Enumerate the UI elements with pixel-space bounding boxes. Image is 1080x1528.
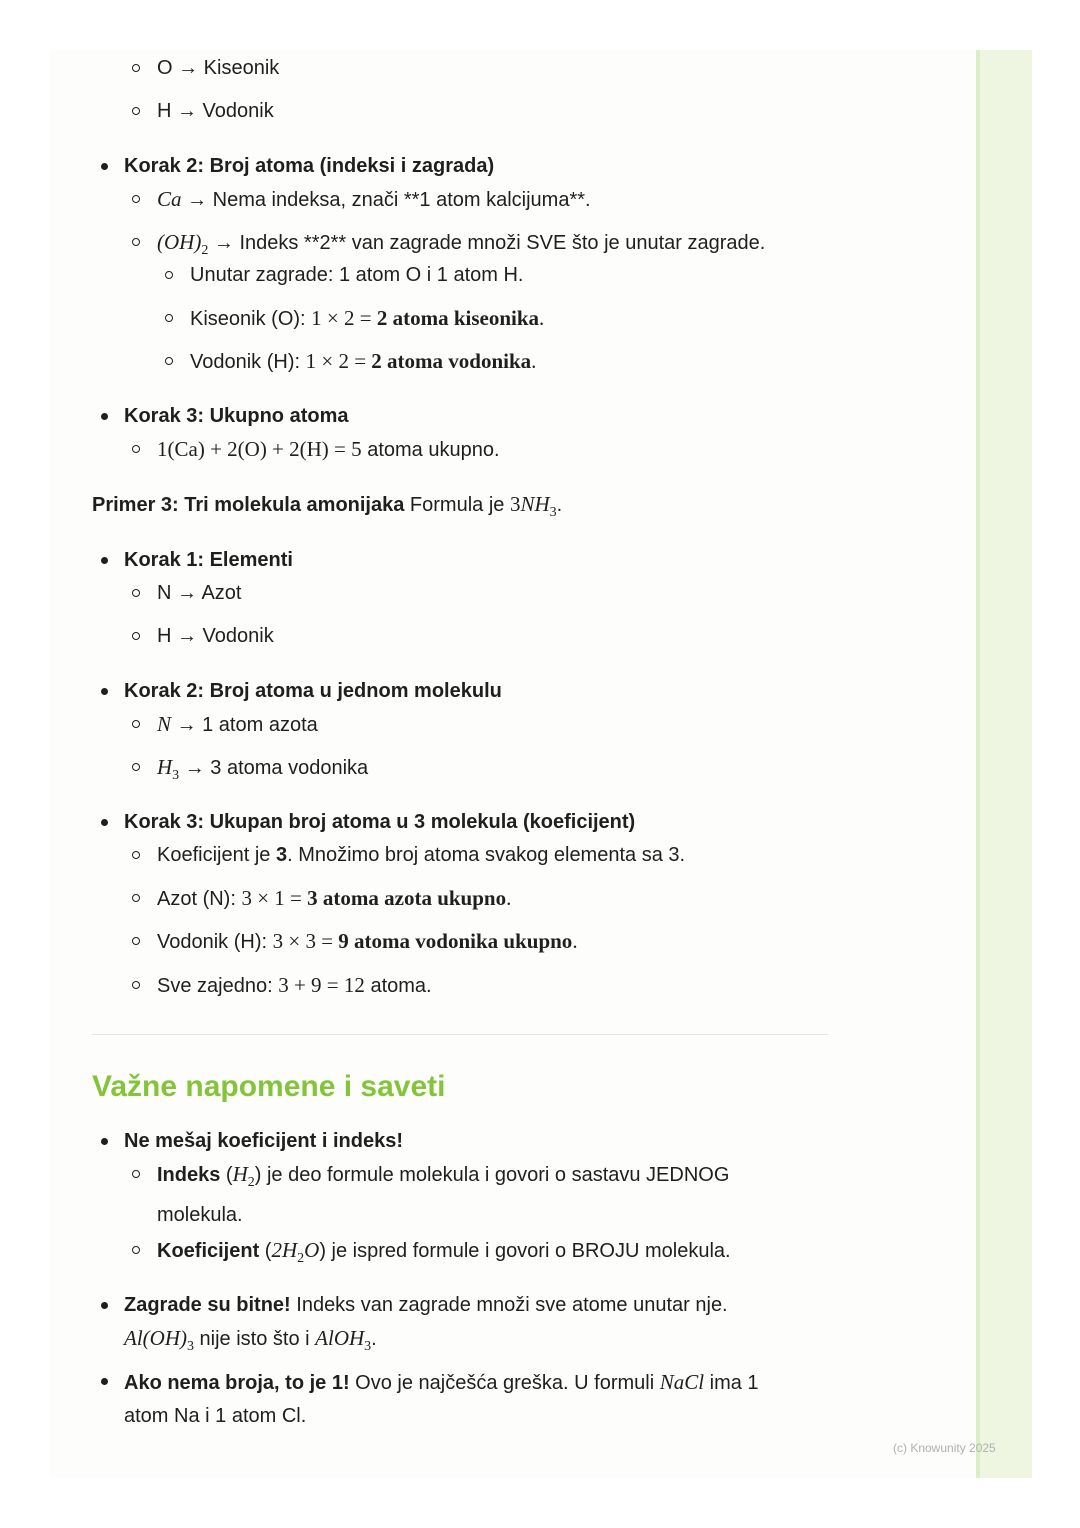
h3-formula: H [157, 755, 173, 779]
paren-open: ( [259, 1240, 272, 1262]
korak3-title: Korak 3: Ukupno atoma [124, 405, 349, 427]
ca-formula: Ca [157, 187, 182, 211]
indeks-formula: H [232, 1162, 248, 1186]
koef-text: je ispred formule i govori o BROJU molekula. [325, 1240, 731, 1262]
bullet-circle [132, 1170, 140, 1178]
oh-subscript: 2 [201, 243, 209, 258]
bullet-circle [132, 64, 140, 72]
element-oxygen: O → Kiseonik [157, 57, 280, 79]
tip2-title: Zagrade su bitne! [124, 1294, 291, 1316]
tip3-text: Ovo je najčešća greška. U formuli [349, 1372, 660, 1394]
bullet-dot [101, 819, 108, 826]
al1-formula: Al(OH) [124, 1326, 187, 1350]
copyright-footer: (c) Knowunity 2025 [893, 1441, 996, 1455]
bullet-dot [101, 1378, 108, 1385]
bullet-dot [101, 557, 108, 564]
oh-formula: (OH) [157, 230, 202, 254]
sve-expression: 3 + 9 = 12 [278, 973, 365, 997]
bullet-circle [165, 271, 173, 279]
primer3-formula-label: Formula je [404, 494, 510, 516]
h3-text: → 3 atoma vodonika [179, 757, 369, 779]
bullet-circle [132, 851, 140, 859]
kiseonik-line [190, 304, 544, 333]
sidebar-strip [976, 50, 1032, 1478]
al1-subscript: 3 [186, 1339, 194, 1354]
bullet-dot [101, 1302, 108, 1309]
bullet-circle [132, 589, 140, 597]
ukupno-expression: 1(Ca) + 2(O) + 2(H) = 5 [157, 437, 362, 461]
bullet-circle [132, 238, 140, 246]
bullet-dot [101, 413, 108, 420]
kiseonik-result: 2 atoma kiseonika [376, 306, 540, 330]
bullet-circle [132, 445, 140, 453]
vodonik-expression: 3 × 3 = [272, 929, 339, 953]
formula-subscript: 3 [549, 505, 557, 520]
indeks-subscript: 2 [247, 1175, 255, 1190]
tip2-text: Indeks van zagrade množi sve atome unutar nje. [290, 1294, 728, 1316]
tip3-end: ima 1 atom Na i 1 atom Cl. [124, 1372, 759, 1427]
sve-label: Sve zajedno: [157, 975, 279, 997]
al-middle-text: nije isto što i [193, 1328, 316, 1350]
azot-label: Azot (N): [157, 888, 242, 910]
koef-subscript: 2 [297, 1251, 305, 1266]
kiseonik-label: Kiseonik (O): [190, 308, 312, 330]
period: . [556, 494, 563, 516]
paren-close: ) [319, 1240, 326, 1262]
formula-coefficient: 3 [509, 492, 521, 516]
p3-korak3-title: Korak 3: Ukupan broj atoma u 3 molekula (koeficijent) [124, 811, 636, 833]
koef-value: 3 [275, 844, 288, 866]
element-hydrogen: H → Vodonik [157, 625, 274, 647]
h3-subscript: 3 [172, 768, 180, 783]
period: . [539, 306, 545, 330]
vodonik-expression: 1 × 2 = [305, 349, 372, 373]
ukupno-line [157, 435, 500, 464]
tip2-line1 [124, 1291, 728, 1319]
bullet-circle [165, 357, 173, 365]
bullet-circle [165, 314, 173, 322]
bullet-dot [101, 1138, 108, 1145]
koef-suffix: . Množimo broj atoma svakog elementa sa 3. [287, 844, 686, 866]
koef-prefix: Koeficijent je [157, 844, 276, 866]
ca-line [157, 185, 591, 214]
bullet-circle [132, 107, 140, 115]
oh-text: → Indeks **2** van zagrade množi SVE što je unutar zagrade. [208, 232, 766, 254]
n-line [157, 710, 318, 739]
koef-formula-end: O [304, 1238, 320, 1262]
element-hydrogen: H → Vodonik [157, 100, 274, 122]
vodonik-line [190, 347, 536, 376]
bullet-circle [132, 1246, 140, 1254]
bullet-circle [132, 937, 140, 945]
bullet-circle [132, 632, 140, 640]
bullet-circle [132, 763, 140, 771]
section-heading: Važne napomene i saveti [92, 1070, 446, 1103]
unutar-line: Unutar zagrade: 1 atom O i 1 atom H. [190, 264, 524, 286]
primer3-heading [92, 490, 562, 527]
period: . [572, 929, 578, 953]
sve-text: atoma. [364, 975, 432, 997]
bullet-dot [101, 163, 108, 170]
tip2-line2 [124, 1324, 377, 1361]
section-divider [92, 1034, 828, 1035]
n-text: → 1 atom azota [171, 714, 318, 736]
p3-korak1-title: Korak 1: Elementi [124, 549, 293, 571]
sve-line [157, 971, 432, 1000]
ukupno-text: atoma ukupno. [361, 439, 500, 461]
n-formula: N [157, 712, 172, 736]
tip1-title: Ne mešaj koeficijent i indeks! [124, 1130, 403, 1152]
element-nitrogen: N → Azot [157, 582, 242, 604]
period: . [506, 886, 512, 910]
formula-main: NH [520, 492, 550, 516]
vodonik-result: 9 atoma vodonika ukupno [338, 929, 573, 953]
azot-result: 3 atoma azota ukupno [307, 886, 507, 910]
al2-subscript: 3 [364, 1339, 372, 1354]
indeks-text: je deo formule molekula i govori o sastavu JEDNOG molekula. [157, 1164, 730, 1226]
koef-formula: 2H [271, 1238, 298, 1262]
bullet-dot [101, 688, 108, 695]
oh-line [157, 228, 765, 265]
nacl-formula: NaCl [659, 1370, 705, 1394]
vodonik-result: 2 atoma vodonika [371, 349, 532, 373]
p3-korak2-title: Korak 2: Broj atoma u jednom molekulu [124, 680, 502, 702]
period: . [531, 349, 537, 373]
koeficijent-line [157, 841, 685, 869]
korak2-title: Korak 2: Broj atoma (indeksi i zagrada) [124, 155, 495, 177]
vodonik-label: Vodonik (H): [190, 351, 306, 373]
bullet-circle [132, 894, 140, 902]
tip3-item [124, 1366, 804, 1433]
koef-label: Koeficijent [157, 1240, 260, 1262]
azot-expression: 3 × 1 = [241, 886, 308, 910]
period: . [371, 1328, 377, 1350]
tip3-title: Ako nema broja, to je 1! [124, 1372, 350, 1394]
paren-close: ) [254, 1164, 262, 1186]
vodonik-label: Vodonik (H): [157, 931, 273, 953]
koeficijent-item [157, 1236, 731, 1273]
primer3-title: Primer 3: Tri molekula amonijaka [92, 494, 405, 516]
vodonik-total-line [157, 927, 578, 956]
bullet-circle [132, 720, 140, 728]
ca-text: → Nema indeksa, znači **1 atom kalcijuma**. [181, 189, 591, 211]
bullet-circle [132, 981, 140, 989]
al2-formula: AlOH [315, 1326, 365, 1350]
indeks-item [157, 1158, 767, 1232]
azot-line [157, 884, 511, 913]
paren-open: ( [220, 1164, 233, 1186]
indeks-label: Indeks [157, 1164, 221, 1186]
h3-line [157, 753, 368, 790]
kiseonik-expression: 1 × 2 = [311, 306, 377, 330]
bullet-circle [132, 195, 140, 203]
